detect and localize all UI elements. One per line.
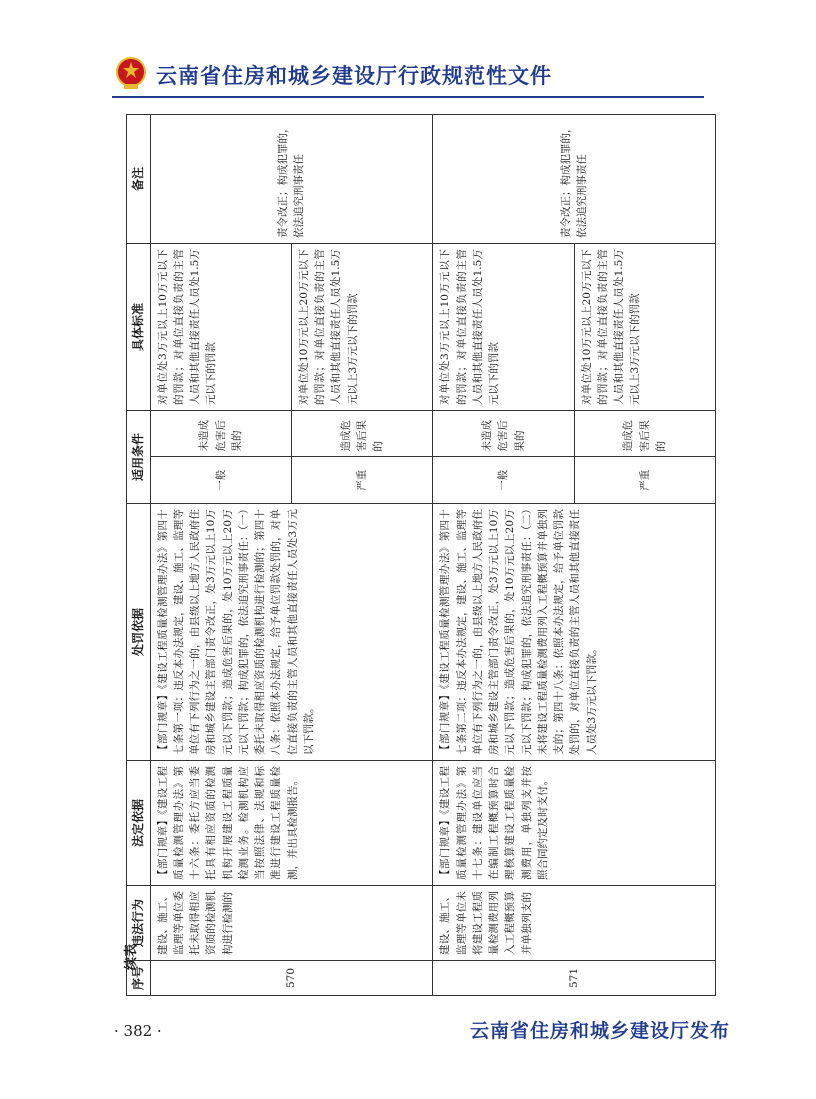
table-row [150, 115, 291, 996]
document-header [112, 52, 732, 96]
table-row [433, 115, 574, 996]
note-cell: 责令改正；构成犯罪的，依法追究刑事责任 [150, 115, 433, 244]
violation-act: 建设、施工、监理等单位未将建设工程质量检测费用列入工程概预算并单独列支的 [433, 886, 716, 961]
standard-cell: 对单位处3万元以上10万元以下的罚款；对单位直接负责的主管人员和其他直接责任人员处1.5万元以下的罚款 [433, 244, 574, 411]
row-number: 571 [433, 961, 716, 996]
document-header-title: 云南省住房和城乡建设厅行政规范性文件 [156, 64, 552, 88]
header-act: 违法行为 [127, 886, 151, 961]
violation-act: 建设、施工、监理等单位委托未取得相应资质的检测机构进行检测的 [150, 886, 433, 961]
condition-cell: 未造成危害后果的 [150, 411, 291, 458]
header-condition: 适用条件 [127, 411, 151, 504]
standard-cell: 对单位处10万元以上20万元以下的罚款；对单位直接负责的主管人员和其他直接责任人员处1.5万元以上3万元以下的罚款 [291, 244, 432, 411]
condition-cell: 造成危害后果的 [574, 411, 715, 458]
note-cell: 责令改正；构成犯罪的，依法追究刑事责任 [433, 115, 716, 244]
row-number: 570 [150, 961, 433, 996]
header-standard: 具体标准 [127, 244, 151, 411]
page-number: · 382 · [114, 1022, 162, 1040]
header-law: 法定依据 [127, 761, 151, 886]
table-header-row [127, 115, 151, 996]
condition-cell: 未造成危害后果的 [433, 411, 574, 458]
header-note: 备注 [127, 115, 151, 244]
condition-cell: 造成危害后果的 [291, 411, 432, 458]
legal-basis: 【部门规章】《建设工程质量检测管理办法》第十六条：委托方应当委托具有相应资质的检测机构开展建设工程质量检测业务。检测机构应当按照法律、法规和标准进行建设工程质量检测，并出具检测报告。 [150, 761, 433, 886]
publisher-footer: 云南省住房和城乡建设厅发布 [470, 1020, 731, 1042]
standard-cell: 对单位处3万元以上10万元以下的罚款；对单位直接负责的主管人员和其他直接责任人员处1.5万元以下的罚款 [150, 244, 291, 411]
national-emblem-icon [116, 56, 146, 90]
penalty-standard-table [126, 114, 716, 996]
penalty-standard-table-wrapper [126, 114, 716, 996]
level-label: 一般 [433, 457, 574, 504]
level-label: 一般 [150, 457, 291, 504]
header-divider [112, 96, 704, 98]
header-no: 序号 [127, 961, 151, 996]
continued-label: 续表 [124, 943, 139, 970]
header-basis: 处罚依据 [127, 504, 151, 761]
standard-cell: 对单位处10万元以上20万元以下的罚款；对单位直接负责的主管人员和其他直接责任人员处1.5万元以上3万元以下的罚款 [574, 244, 715, 411]
level-label: 严重 [291, 457, 432, 504]
level-label: 严重 [574, 457, 715, 504]
penalty-basis: 【部门规章】《建设工程质量检测管理办法》第四十七条第二项：违反本办法规定，建设、施工、监理等单位有下列行为之一的，由县级以上地方人民政府住房和城乡建设主管部门责令改正，处3万元以上10万元以下罚款；造成危害后果的，处10万元以上20万元以下罚款；构成犯罪的，依法追究刑事责任：（二）未将建设工程质量检测费用列入工程概预算并单独列支的；第四十八条：依照本办法规定，给予单位罚款处罚的，对单位直接负责的主管人员和其他直接责任人员处3万元以下罚款。 [433, 504, 716, 761]
legal-basis: 【部门规章】《建设工程质量检测管理办法》第十七条：建设单位应当在编制工程概预算时合理核算建设工程质量检测费用，单独列支并按照合同约定及时支付。 [433, 761, 716, 886]
penalty-basis: 【部门规章】《建设工程质量检测管理办法》第四十七条第一项：违反本办法规定，建设、施工、监理等单位有下列行为之一的，由县级以上地方人民政府住房和城乡建设主管部门责令改正，处3万元以上10万元以下罚款；造成危害后果的，处10万元以上20万元以下罚款；构成犯罪的，依法追究刑事责任：（一）委托未取得相应资质的检测机构进行检测的；第四十八条：依照本办法规定，给予单位罚款处罚的，对单位直接负责的主管人员和其他直接责任人员处3万元以下罚款。 [150, 504, 433, 761]
